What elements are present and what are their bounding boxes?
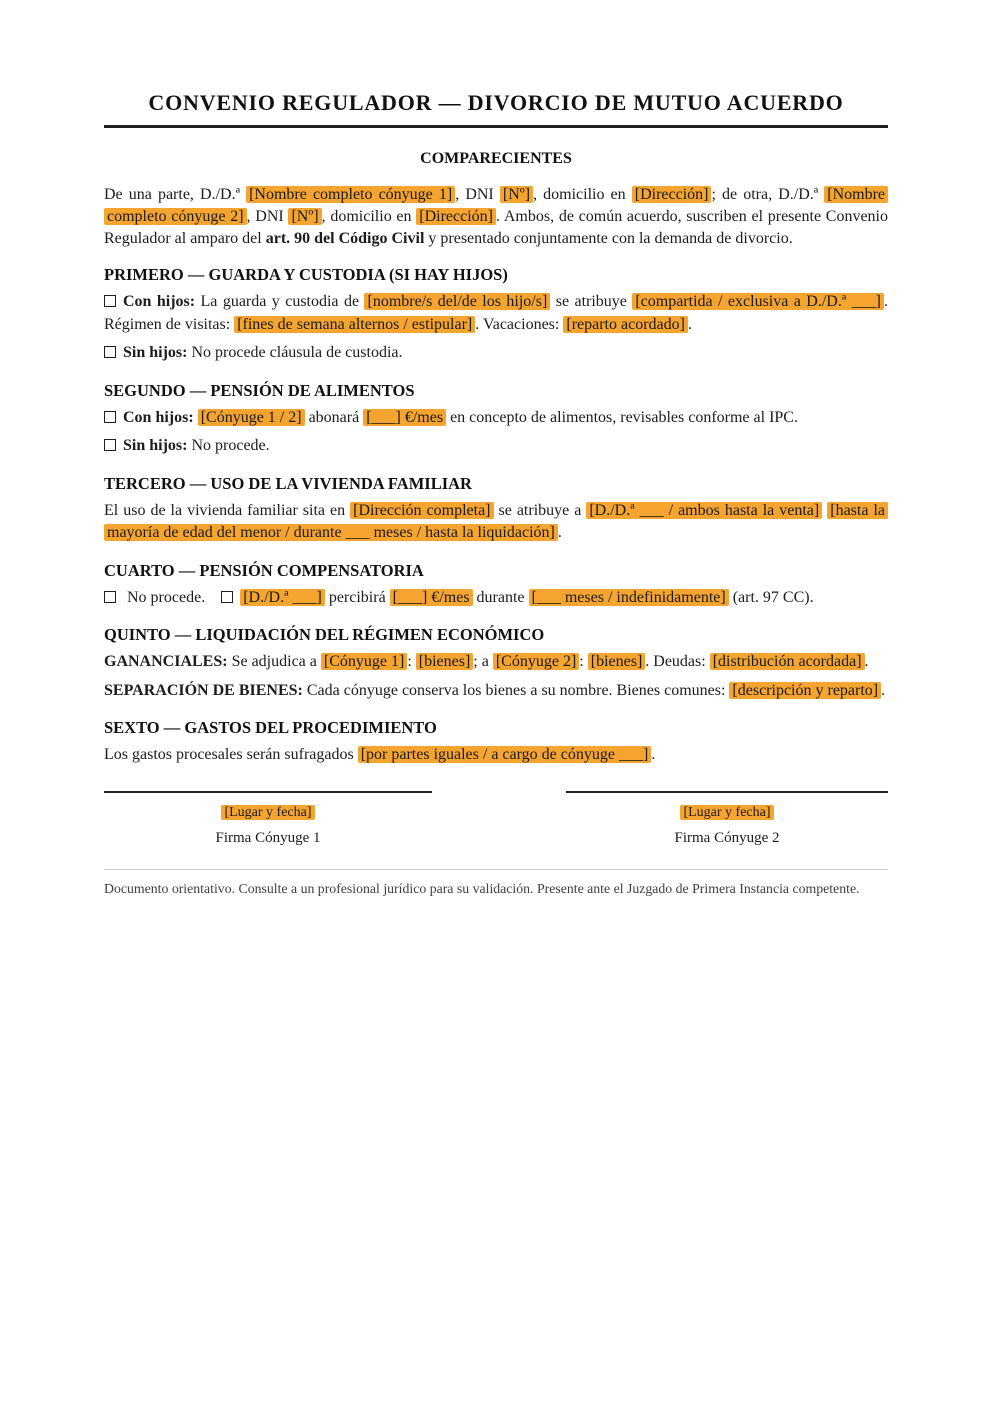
section-heading-segundo: SEGUNDO — PENSIÓN DE ALIMENTOS (104, 380, 415, 400)
placeholder-highlight: [reparto acordado] (563, 316, 688, 333)
placeholder-highlight: [Lugar y fecha] (680, 805, 773, 820)
signature-line-2 (566, 791, 888, 793)
text-run: . Régimen de visitas: (104, 293, 889, 333)
bold-text: Con hijos: (123, 293, 196, 311)
placeholder-highlight: [nombre/s del/de los hijo/s] (364, 293, 550, 310)
placeholder-highlight: [Nombre completo cónyuge 1] (246, 186, 455, 203)
text-run: No procede. (187, 437, 270, 455)
section-heading-quinto: QUINTO — LIQUIDACIÓN DEL RÉGIMEN ECONÓMICO (104, 625, 545, 645)
clause-con-hijos-alimentos (104, 407, 888, 430)
clause-compensatoria (104, 587, 888, 610)
text-run: : (579, 653, 588, 671)
bold-text: Sin hijos: (123, 437, 188, 455)
signature-place-date-1 (104, 803, 432, 822)
text-run: . (881, 681, 886, 699)
clause-con-hijos-custodia (104, 291, 888, 336)
placeholder-highlight: [___ meses / indefinidamente] (529, 589, 729, 606)
comparecientes-heading: COMPARECIENTES (420, 150, 572, 167)
signature-conyuge-1 (104, 791, 432, 848)
section-cuarto (104, 560, 888, 610)
text-run: y presentado conjuntamente con la demanda de divorcio. (424, 229, 793, 247)
bold-text: Sin hijos: (123, 344, 188, 362)
clause-sin-hijos-custodia (104, 342, 888, 365)
text-run: abonará (304, 408, 364, 426)
text-run: De una parte, D./D.ª (104, 186, 247, 203)
text-run: ; de otra, D./D.ª (711, 186, 825, 203)
checkbox-icon (104, 411, 116, 423)
text-run: La guarda y custodia de (195, 293, 365, 311)
text-run: . Deudas: (645, 653, 710, 671)
text-run: , domicilio en (533, 186, 632, 203)
text-run: Se adjudica a (227, 653, 321, 671)
section-quinto (104, 624, 888, 702)
placeholder-highlight: [Cónyuge 2] (493, 653, 579, 670)
text-run: Cada cónyuge conserva los bienes a su nombre. Bienes comunes: (302, 681, 730, 699)
placeholder-highlight: [D./D.ª ___ / ambos hasta la venta] (586, 502, 822, 519)
placeholder-highlight: [Cónyuge 1] (321, 653, 407, 670)
text-run: No procede cláusula de custodia. (187, 344, 403, 362)
placeholder-highlight: [Cónyuge 1 / 2] (198, 409, 305, 426)
footer-divider (104, 869, 888, 870)
text-run: , DNI (246, 207, 289, 225)
bold-text: GANANCIALES: (104, 653, 228, 671)
text-run: : (407, 653, 416, 671)
text-run: . Vacaciones: (475, 315, 564, 333)
checkbox-icon (104, 439, 116, 451)
text-run: . (864, 653, 869, 671)
text-run: percibirá (324, 588, 390, 606)
checkbox-icon (104, 591, 116, 603)
bold-text: art. 90 del Código Civil (265, 229, 425, 247)
text-run: ; a (473, 653, 493, 671)
intro-paragraph (104, 184, 888, 249)
placeholder-highlight: [compartida / exclusiva a D./D.ª ___] (632, 293, 884, 310)
text-run: . (557, 524, 562, 542)
title-rule (104, 125, 888, 128)
text-run: se atribuye (550, 293, 633, 311)
placeholder-highlight: [bienes] (416, 653, 474, 670)
text-run: , DNI (455, 186, 500, 203)
text-run: . (687, 315, 692, 333)
placeholder-highlight: [Dirección completa] (350, 502, 493, 519)
section-heading-primero: PRIMERO — GUARDA Y CUSTODIA (SI HAY HIJOS) (104, 265, 508, 285)
placeholder-highlight: [fines de semana alternos / estipular] (234, 316, 475, 333)
signature-label-2: Firma Cónyuge 2 (674, 829, 780, 846)
bold-text: SEPARACIÓN DE BIENES: (104, 681, 303, 699)
placeholder-highlight: [Dirección] (416, 208, 496, 225)
placeholder-highlight: [descripción y reparto] (729, 682, 881, 699)
placeholder-highlight: [Dirección] (632, 186, 712, 203)
placeholder-highlight: [Nº] (500, 186, 533, 203)
text-run: , domicilio en (321, 207, 417, 225)
text-run: No procede. (123, 588, 206, 606)
clause-sin-hijos-alimentos (104, 435, 888, 458)
section-heading-sexto: SEXTO — GASTOS DEL PROCEDIMIENTO (104, 718, 437, 738)
section-heading-cuarto: CUARTO — PENSIÓN COMPENSATORIA (104, 560, 424, 580)
bold-text: Con hijos: (123, 408, 194, 426)
clause-vivienda (104, 500, 888, 545)
text-run: en concepto de alimentos, revisables conforme al IPC. (446, 408, 798, 426)
clause-gastos (104, 744, 888, 767)
placeholder-highlight: [bienes] (588, 653, 646, 670)
placeholder-highlight: [Nombre completo cónyuge 2] (104, 186, 888, 225)
placeholder-highlight: [___] €/mes (363, 409, 446, 426)
document-title: CONVENIO REGULADOR — DIVORCIO DE MUTUO ACUERDO (148, 90, 844, 115)
signature-block (104, 791, 888, 848)
placeholder-highlight: [distribución acordada] (710, 653, 865, 670)
text-run: (art. 97 CC). (728, 588, 814, 606)
checkbox-icon (221, 591, 233, 603)
placeholder-highlight: [D./D.ª ___] (240, 589, 325, 606)
signature-conyuge-2 (566, 791, 888, 848)
checkbox-icon (104, 346, 116, 358)
checkbox-icon (104, 295, 116, 307)
clause-gananciales (104, 651, 888, 674)
section-primero (104, 264, 888, 365)
text-run: . Ambos, de común acuerdo, suscriben el presente Convenio Regulador al amparo del (104, 207, 888, 247)
signature-place-date-2 (566, 803, 888, 822)
text-run: durante (472, 588, 529, 606)
placeholder-highlight: [___] €/mes (390, 589, 473, 606)
section-tercero (104, 473, 888, 545)
text-run: El uso de la vivienda familiar sita en (104, 501, 351, 519)
placeholder-highlight: [Nº] (288, 208, 321, 225)
signature-label-1: Firma Cónyuge 1 (215, 829, 321, 846)
clause-separacion-bienes (104, 680, 888, 703)
text-run: Los gastos procesales serán sufragados (104, 746, 358, 764)
footer-note: Documento orientativo. Consulte a un profesional jurídico para su validación. Presente ante el Juzgado de Primera Instancia competente. (104, 880, 860, 896)
text-run: . (651, 746, 656, 764)
text-run: se atribuye a (493, 501, 587, 519)
section-sexto (104, 717, 888, 767)
placeholder-highlight: [Lugar y fecha] (221, 805, 314, 820)
section-segundo (104, 380, 888, 458)
signature-line-1 (104, 791, 432, 793)
section-heading-tercero: TERCERO — USO DE LA VIVIENDA FAMILIAR (104, 473, 472, 493)
placeholder-highlight: [por partes iguales / a cargo de cónyuge ___] (358, 746, 652, 763)
placeholder-highlight: [hasta la mayoría de edad del menor / durante ___ meses / hasta la liquidación] (104, 502, 888, 542)
